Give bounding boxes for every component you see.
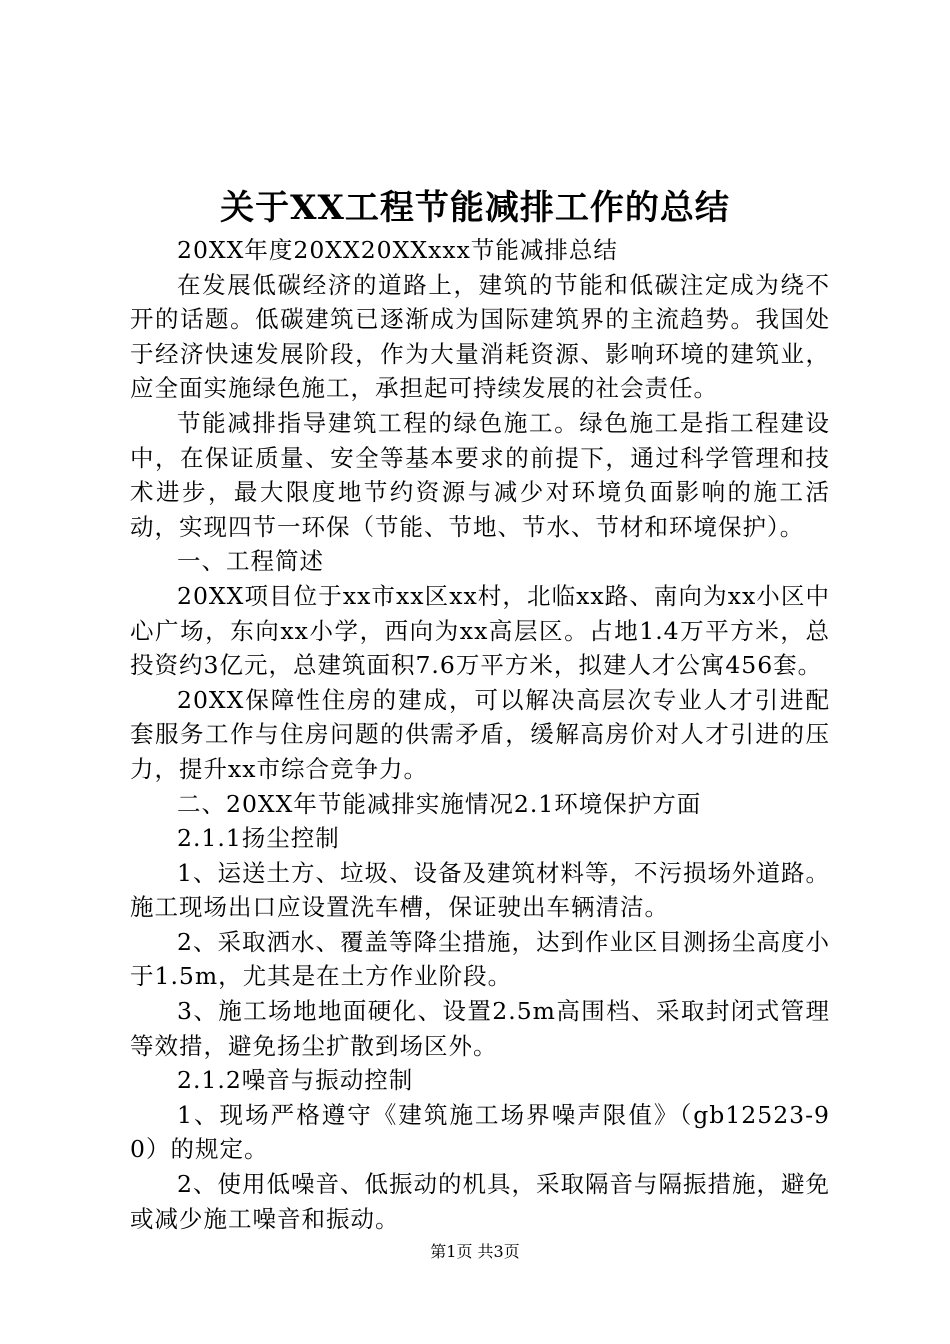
list-item-noise-2: 2、使用低噪音、低振动的机具，采取隔音与隔振措施，避免或减少施工噪音和振动。 [130, 1170, 830, 1233]
document-body [130, 233, 830, 1236]
paragraph-green-construction: 节能减排指导建筑工程的绿色施工。绿色施工是指工程建设中，在保证质量、安全等基本要求的前提下，通过科学管理和技术进步，最大限度地节约资源与减少对环境负面影响的施工活动，实现四节一环保（节能、节地、节水、节材和环境保护）。 [130, 408, 830, 541]
paragraph-intro: 在发展低碳经济的道路上，建筑的节能和低碳注定成为绕不开的话题。低碳建筑已逐渐成为国际建筑界的主流趋势。我国处于经济快速发展阶段，作为大量消耗资源、影响环境的建筑业，应全面实施绿色施工，承担起可持续发展的社会责任。 [130, 270, 830, 403]
page-number-footer: 第1页 共3页 [430, 1242, 520, 1261]
subsection-heading-dust: 2.1.1扬尘控制 [177, 824, 340, 853]
subsection-heading-noise: 2.1.2噪音与振动控制 [177, 1066, 414, 1095]
document-title: 关于XX工程节能减排工作的总结 [220, 188, 730, 228]
list-item-dust-3: 3、施工场地地面硬化、设置2.5m高围档、采取封闭式管理等效措，避免扬尘扩散到场区外。 [130, 997, 830, 1060]
paragraph-housing-purpose: 20XX保障性住房的建成，可以解决高层次专业人才引进配套服务工作与住房问题的供需矛盾，缓解高房价对人才引进的压力，提升xx市综合竞争力。 [130, 685, 830, 783]
paragraph-project-location: 20XX项目位于xx市xx区xx村，北临xx路、南向为xx小区中心广场，东向xx小学，西向为xx高层区。占地1.4万平方米，总投资约3亿元，总建筑面积7.6万平方米，拟建人才公寓456套。 [130, 581, 830, 680]
section-heading-overview: 一、工程简述 [177, 547, 324, 576]
list-item-noise-1: 1、现场严格遵守《建筑施工场界噪声限值》（gb12523-90）的规定。 [130, 1100, 830, 1164]
list-item-dust-1: 1、运送土方、垃圾、设备及建筑材料等，不污损场外道路。施工现场出口应设置洗车槽，保证驶出车辆清洁。 [130, 858, 830, 922]
paragraph-subtitle: 20XX年度20XX20XXxxx节能减排总结 [177, 236, 618, 264]
list-item-dust-2: 2、采取洒水、覆盖等降尘措施，达到作业区目测扬尘高度小于1.5m，尤其是在土方作业阶段。 [130, 927, 830, 991]
section-heading-implementation: 二、20XX年节能减排实施情况2.1环境保护方面 [177, 789, 702, 818]
